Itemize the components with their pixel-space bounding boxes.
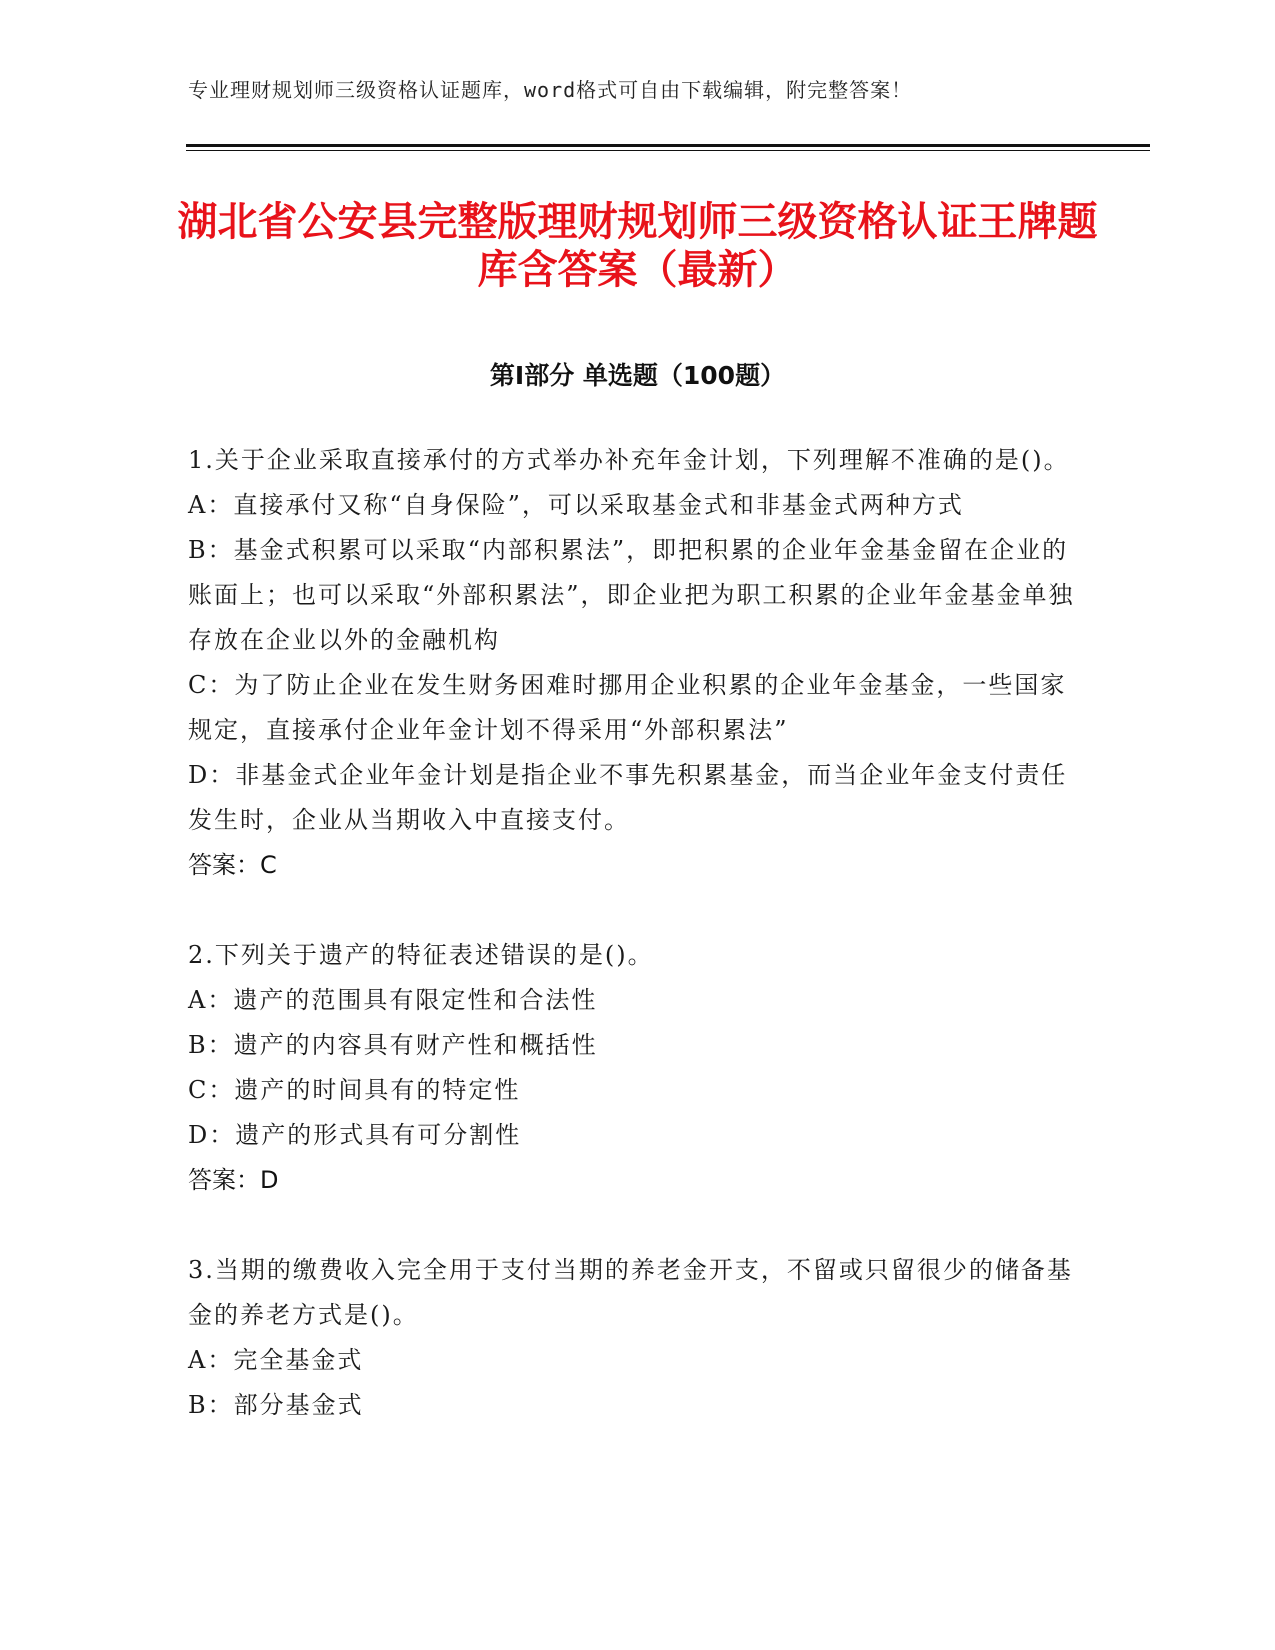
option-c: C：遗产的时间具有的特定性	[188, 1076, 521, 1104]
section-title: 第Ⅰ部分 单选题（100题）	[489, 361, 786, 390]
header-rule-thin	[186, 150, 1150, 151]
question-3	[188, 1248, 1078, 1428]
option-b: B：部分基金式	[188, 1391, 364, 1419]
option-c: C：为了防止企业在发生财务困难时挪用企业积累的企业年金基金，一些国家规定，直接承付企业年金计划不得采用“外部积累法”	[188, 671, 1067, 744]
header-note: 专业理财规划师三级资格认证题库，word格式可自由下载编辑，附完整答案！	[188, 78, 913, 102]
question-list	[188, 438, 1078, 1473]
option-b: B：遗产的内容具有财产性和概括性	[188, 1031, 598, 1059]
option-a: A：遗产的范围具有限定性和合法性	[188, 986, 598, 1014]
question-stem: 3.当期的缴费收入完全用于支付当期的养老金开支，不留或只留很少的储备基金的养老方式是()。	[188, 1256, 1073, 1329]
option-a: A：完全基金式	[188, 1346, 364, 1374]
document-title: 湖北省公安县完整版理财规划师三级资格认证王牌题库含答案（最新）	[177, 199, 1098, 293]
option-d: D：遗产的形式具有可分割性	[188, 1121, 522, 1149]
answer: 答案：D	[188, 1166, 279, 1194]
option-a: A：直接承付又称“自身保险”，可以采取基金式和非基金式两种方式	[188, 491, 964, 519]
option-b: B：基金式积累可以采取“内部积累法”，即把积累的企业年金基金留在企业的账面上；也可以采取“外部积累法”，即企业把为职工积累的企业年金基金单独存放在企业以外的金融机构	[188, 536, 1075, 654]
option-d: D：非基金式企业年金计划是指企业不事先积累基金，而当企业年金支付责任发生时，企业从当期收入中直接支付。	[188, 761, 1068, 834]
question-stem: 2.下列关于遗产的特征表述错误的是()。	[188, 941, 654, 969]
question-stem: 1.关于企业采取直接承付的方式举办补充年金计划，下列理解不准确的是()。	[188, 446, 1070, 474]
answer: 答案：C	[188, 851, 277, 879]
header-rule-thick	[186, 144, 1150, 147]
question-2	[188, 933, 1078, 1203]
question-1	[188, 438, 1078, 888]
